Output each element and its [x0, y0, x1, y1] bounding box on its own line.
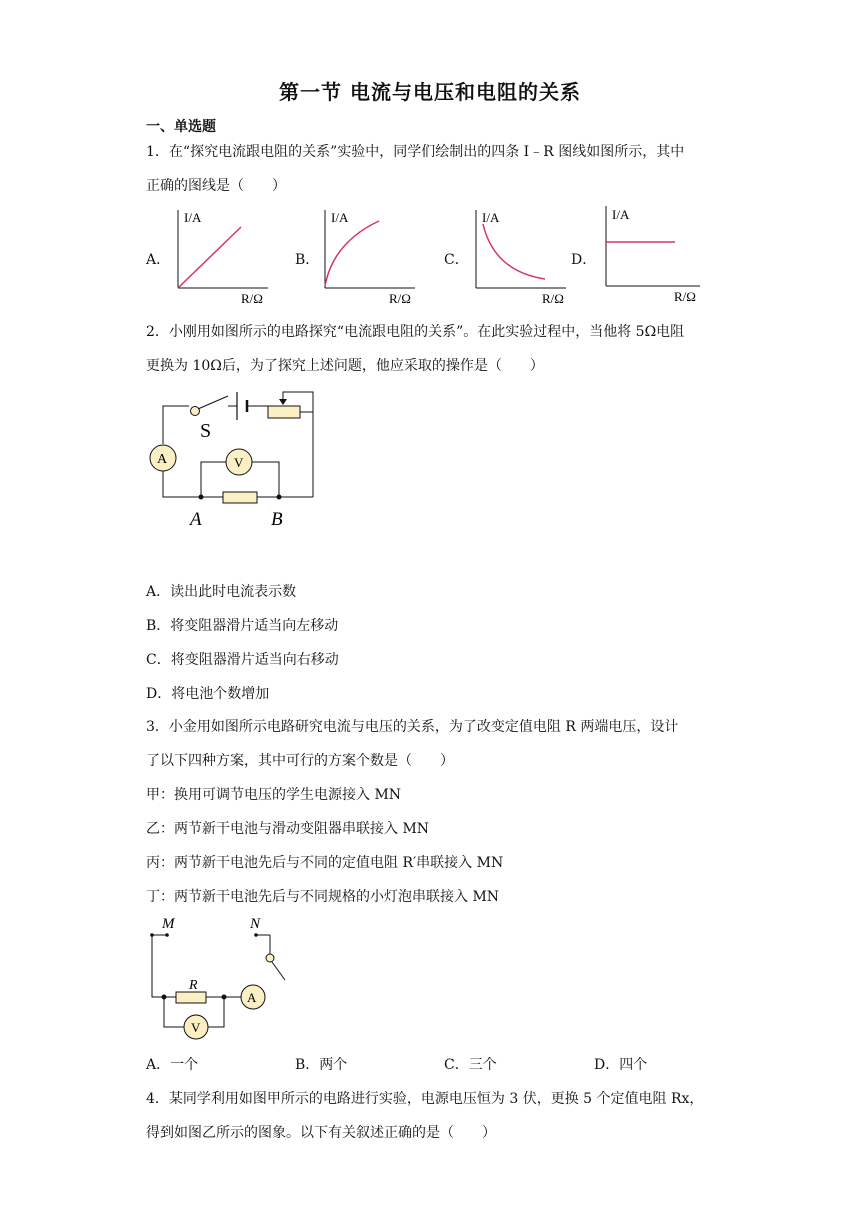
- resistor-r: [176, 992, 206, 1003]
- q3-plan-bing: 丙：两节新干电池先后与不同的定值电阻 R′串联接入 MN: [146, 855, 504, 871]
- graph-c: [466, 204, 576, 308]
- switch-label: S: [200, 420, 212, 442]
- section-heading: 一、单选题: [146, 119, 216, 135]
- switch-pivot-2: [266, 954, 274, 962]
- graph-a-curve: [178, 227, 241, 288]
- q3-plan-jia: 甲：换用可调节电压的学生电源接入 MN: [146, 787, 402, 803]
- q2-option-a: A．读出此时电流表示数: [146, 584, 297, 600]
- graph-c-ylabel: I/A: [482, 210, 500, 225]
- switch-blade-2: [272, 962, 285, 980]
- q4-text-line2: 得到如图乙所示的图象。以下有关叙述正确的是（ ）: [146, 1125, 496, 1141]
- terminal-n-label: N: [250, 916, 261, 932]
- q2-text-line2: 更换为 10Ω后，为了探究上述问题，他应采取的操作是（ ）: [146, 358, 544, 374]
- q1-option-b-label: B．: [295, 252, 320, 268]
- q2-text-line1: 2．小刚用如图所示的电路探究“电流跟电阻的关系”。在此实验过程中，当他将 5Ω电阻: [146, 324, 685, 340]
- q3-option-d: D．四个: [594, 1057, 648, 1073]
- q1-text-line2: 正确的图线是（ ）: [146, 178, 286, 194]
- ammeter-label: A: [157, 452, 168, 467]
- q3-plan-yi: 乙：两节新干电池与滑动变阻器串联接入 MN: [146, 821, 430, 837]
- voltmeter-label: V: [234, 455, 244, 470]
- switch-blade: [198, 396, 228, 409]
- q1-text-line1: 1．在“探究电流跟电阻的关系”实验中，同学们绘制出的四条 I﹣R 图线如图所示，其中: [146, 144, 685, 160]
- graph-a: [168, 204, 278, 308]
- graph-a-xlabel: R/Ω: [241, 291, 263, 306]
- q2-option-c: C．将变阻器滑片适当向右移动: [146, 652, 339, 668]
- graph-b-curve: [325, 221, 379, 286]
- q3-option-b: B．两个: [295, 1057, 348, 1073]
- ammeter-2-label: A: [247, 990, 257, 1005]
- q2-option-d: D．将电池个数增加: [146, 686, 270, 702]
- q4-text-line1: 4．某同学利用如图甲所示的电路进行实验，电源电压恒为 3 伏，更换 5 个定值电阻 Rx，: [146, 1091, 704, 1107]
- rheostat: [268, 406, 300, 418]
- q3-text-line1: 3．小金用如图所示电路研究电流与电压的关系，为了改变定值电阻 R 两端电压，设计: [146, 719, 679, 735]
- rheostat-slider-arrow: [279, 399, 287, 405]
- graph-b-xlabel: R/Ω: [389, 291, 411, 306]
- graph-a-ylabel: I/A: [184, 210, 202, 225]
- q3-plan-ding: 丁：两节新干电池先后与不同规格的小灯泡串联接入 MN: [146, 889, 500, 905]
- q1-option-a-label: A．: [146, 252, 171, 268]
- graph-d-xlabel: R/Ω: [674, 289, 696, 304]
- graph-b: [315, 204, 425, 308]
- q3-circuit-diagram: [146, 910, 296, 1042]
- point-a-label: A: [190, 509, 202, 530]
- page-title: 第一节 电流与电压和电阻的关系: [279, 80, 581, 104]
- voltmeter-2-label: V: [191, 1020, 201, 1035]
- q3-option-c: C．三个: [444, 1057, 497, 1073]
- point-b-label: B: [271, 509, 283, 530]
- q3-option-a: A．一个: [146, 1057, 199, 1073]
- resistor-r-label: R: [189, 978, 198, 993]
- graph-c-curve: [483, 224, 545, 279]
- resistor-ab: [223, 492, 257, 503]
- graph-d: [596, 202, 708, 308]
- switch-pivot: [191, 407, 200, 416]
- terminal-m-label: M: [162, 916, 175, 932]
- q2-circuit-diagram: [146, 384, 332, 530]
- q2-option-b: B．将变阻器滑片适当向左移动: [146, 618, 339, 634]
- graph-c-xlabel: R/Ω: [542, 291, 564, 306]
- q3-text-line2: 了以下四种方案，其中可行的方案个数是（ ）: [146, 753, 454, 769]
- q1-option-c-label: C．: [444, 252, 469, 268]
- graph-d-ylabel: I/A: [612, 207, 630, 222]
- graph-b-ylabel: I/A: [331, 210, 349, 225]
- q1-option-d-label: D．: [571, 252, 597, 268]
